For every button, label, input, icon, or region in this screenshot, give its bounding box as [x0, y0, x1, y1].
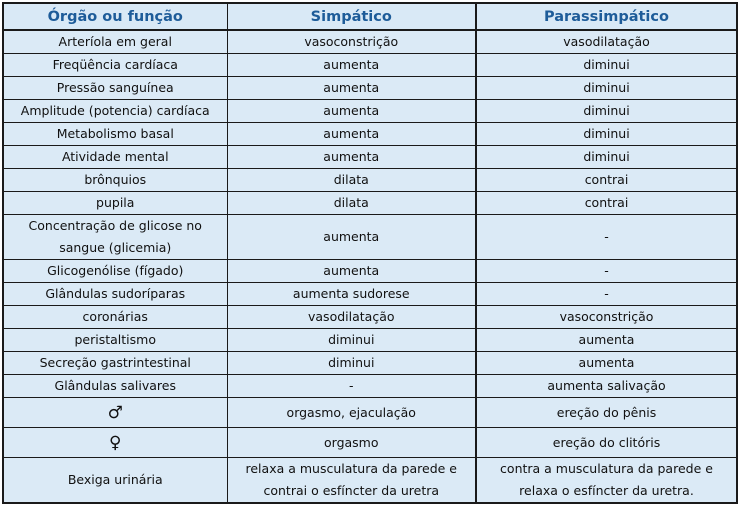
organ-cell: Secreção gastrintestinal: [3, 352, 227, 375]
sympathetic-cell: vasodilatação: [227, 306, 476, 329]
table-row: [3, 428, 737, 458]
table-row: [3, 283, 737, 306]
parasympathetic-cell: vasodilatação: [476, 30, 737, 54]
sympathetic-cell: dilata: [227, 192, 476, 215]
table-row: [3, 458, 737, 504]
parasympathetic-cell: contrai: [476, 192, 737, 215]
organ-cell: coronárias: [3, 306, 227, 329]
parasympathetic-cell: -: [476, 283, 737, 306]
organ-cell: pupila: [3, 192, 227, 215]
table-row: [3, 352, 737, 375]
parasympathetic-cell: vasoconstrição: [476, 306, 737, 329]
parasympathetic-cell: contrai: [476, 169, 737, 192]
sympathetic-cell: aumenta: [227, 100, 476, 123]
sympathetic-cell: diminui: [227, 352, 476, 375]
male-symbol-icon: ♂: [3, 398, 227, 428]
organ-cell: Metabolismo basal: [3, 123, 227, 146]
organ-cell: Bexiga urinária: [3, 458, 227, 504]
table-row: [3, 77, 737, 100]
sympathetic-cell: -: [227, 375, 476, 398]
parasympathetic-cell: aumenta: [476, 352, 737, 375]
organ-cell: Atividade mental: [3, 146, 227, 169]
organ-cell: peristaltismo: [3, 329, 227, 352]
autonomic-effects-table: [2, 2, 738, 504]
organ-cell: Freqüência cardíaca: [3, 54, 227, 77]
organ-cell: Arteríola em geral: [3, 30, 227, 54]
table-row: [3, 329, 737, 352]
sympathetic-cell: aumenta: [227, 260, 476, 283]
table-row: [3, 260, 737, 283]
organ-cell: Glândulas salivares: [3, 375, 227, 398]
sympathetic-cell: diminui: [227, 329, 476, 352]
table-row: [3, 215, 737, 260]
table-row: [3, 375, 737, 398]
parasympathetic-cell: diminui: [476, 146, 737, 169]
table-container: [2, 2, 738, 504]
sympathetic-cell: vasoconstrição: [227, 30, 476, 54]
sympathetic-cell: dilata: [227, 169, 476, 192]
organ-cell: Pressão sanguínea: [3, 77, 227, 100]
organ-cell: Concentração de glicose no sangue (glicemia): [3, 215, 227, 260]
header-row: [3, 3, 737, 30]
parasympathetic-cell: contra a musculatura da parede e relaxa o esfíncter da uretra.: [476, 458, 737, 504]
parasympathetic-cell: ereção do clitóris: [476, 428, 737, 458]
parasympathetic-cell: aumenta salivação: [476, 375, 737, 398]
parasympathetic-cell: diminui: [476, 100, 737, 123]
parasympathetic-cell: -: [476, 260, 737, 283]
sympathetic-cell: relaxa a musculatura da parede e contrai o esfíncter da uretra: [227, 458, 476, 504]
table-row: [3, 100, 737, 123]
sympathetic-cell: aumenta: [227, 54, 476, 77]
sympathetic-cell: aumenta sudorese: [227, 283, 476, 306]
organ-cell: Glicogenólise (fígado): [3, 260, 227, 283]
sympathetic-cell: aumenta: [227, 123, 476, 146]
sympathetic-cell: orgasmo, ejaculação: [227, 398, 476, 428]
organ-cell: Glândulas sudoríparas: [3, 283, 227, 306]
table-row: [3, 169, 737, 192]
header-parasympathetic: Parassimpático: [476, 3, 737, 30]
sympathetic-cell: orgasmo: [227, 428, 476, 458]
sympathetic-cell: aumenta: [227, 146, 476, 169]
table-row: [3, 123, 737, 146]
table-row: [3, 192, 737, 215]
parasympathetic-cell: diminui: [476, 123, 737, 146]
table-row: [3, 398, 737, 428]
parasympathetic-cell: diminui: [476, 54, 737, 77]
table-row: [3, 54, 737, 77]
table-row: [3, 306, 737, 329]
organ-cell: brônquios: [3, 169, 227, 192]
sympathetic-cell: aumenta: [227, 77, 476, 100]
table-row: [3, 146, 737, 169]
parasympathetic-cell: aumenta: [476, 329, 737, 352]
parasympathetic-cell: -: [476, 215, 737, 260]
sympathetic-cell: aumenta: [227, 215, 476, 260]
organ-cell: Amplitude (potencia) cardíaca: [3, 100, 227, 123]
header-sympathetic: Simpático: [227, 3, 476, 30]
table-row: [3, 30, 737, 54]
female-symbol-icon: ♀: [3, 428, 227, 458]
header-organ: Órgão ou função: [3, 3, 227, 30]
parasympathetic-cell: ereção do pênis: [476, 398, 737, 428]
parasympathetic-cell: diminui: [476, 77, 737, 100]
